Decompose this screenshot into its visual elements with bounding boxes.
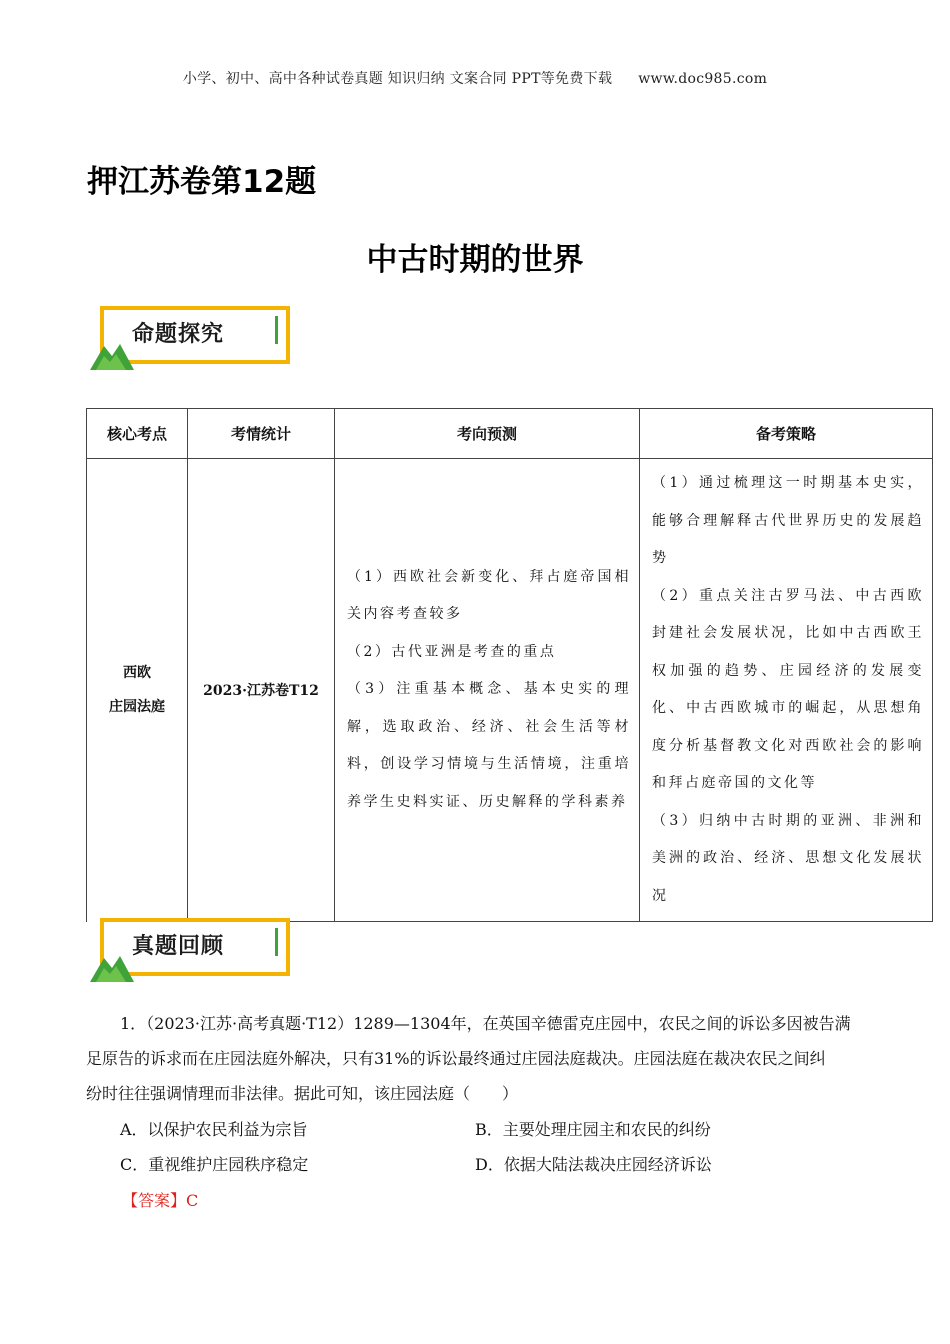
- forecast-item: （2）古代亚洲是考查的重点: [347, 643, 557, 660]
- strategy-item: （2）重点关注古罗马法、中古西欧封建社会发展状况，比如中古西欧王权加强的趋势、庄园经济的发展变化、中古西欧城市的崛起，从思想角度分析基督教文化对西欧社会的影响和拜占庭帝国的文化等: [652, 587, 924, 791]
- core-point-cell: [87, 459, 188, 922]
- core-point-line: 庄园法庭: [109, 699, 165, 716]
- strategy-cell: [640, 459, 933, 922]
- page-subtitle: 中古时期的世界: [366, 242, 584, 278]
- answer-label: 【答案】C: [122, 1191, 199, 1210]
- question-stem: [86, 1006, 880, 1111]
- section-banner-review: [90, 918, 300, 984]
- th-forecast: 考向预测: [335, 409, 640, 459]
- option-b[interactable]: B．主要处理庄园主和农民的纠纷: [475, 1120, 711, 1139]
- option-c[interactable]: C．重视维护庄园秩序稳定: [120, 1155, 309, 1174]
- page-title: 押江苏卷第12题: [87, 164, 317, 200]
- question-stem-line: 1．（2023·江苏·高考真题·T12）1289—1304年，在英国辛德雷克庄园中，农民之间的诉讼多因被告满: [120, 1014, 851, 1033]
- question-stem-line: 足原告的诉求而在庄园法庭外解决，只有31%的诉讼最终通过庄园法庭裁决。庄园法庭在裁决农民之间纠: [86, 1049, 826, 1068]
- header-text: 小学、初中、高中各种试卷真题 知识归纳 文案合同 PPT等免费下载: [182, 71, 613, 87]
- question-stem-line: 纷时往往强调情理而非法律。据此可知，该庄园法庭（ ）: [86, 1084, 519, 1103]
- section-banner-exploration: [90, 306, 300, 372]
- th-strategy: 备考策略: [640, 409, 933, 459]
- th-exam-stats: 考情统计: [188, 409, 335, 459]
- strategy-item: （3）归纳中古时期的亚洲、非洲和美洲的政治、经济、思想文化发展状况: [652, 812, 924, 904]
- strategy-item: （1）通过梳理这一时期基本史实，能够合理解释古代世界历史的发展趋势: [652, 475, 924, 566]
- option-d[interactable]: D．依据大陆法裁决庄园经济诉讼: [475, 1155, 712, 1174]
- mountain-icon: [90, 944, 136, 984]
- exam-analysis-table: [86, 408, 933, 922]
- table-row: [87, 459, 933, 922]
- option-a[interactable]: A．以保护农民利益为宗旨: [120, 1120, 308, 1139]
- forecast-cell: [335, 459, 640, 922]
- th-core-point: 核心考点: [87, 409, 188, 459]
- section-label: 命题探究: [132, 322, 225, 347]
- exam-stat-cell: 2023·江苏卷T12: [188, 459, 335, 922]
- forecast-item: （1）西欧社会新变化、拜占庭帝国相关内容考查较多: [347, 568, 631, 623]
- forecast-item: （3）注重基本概念、基本史实的理解，选取政治、经济、社会生活等材料，创设学习情境与生活情境，注重培养学生史料实证、历史解释的学科素养: [347, 681, 631, 810]
- section-label: 真题回顾: [132, 934, 225, 959]
- header-site-link[interactable]: www.doc985.com: [638, 71, 768, 87]
- core-point-line: 西欧: [123, 665, 151, 682]
- table-header-row: [87, 409, 933, 459]
- page-header: [0, 68, 950, 88]
- mountain-icon: [90, 332, 136, 372]
